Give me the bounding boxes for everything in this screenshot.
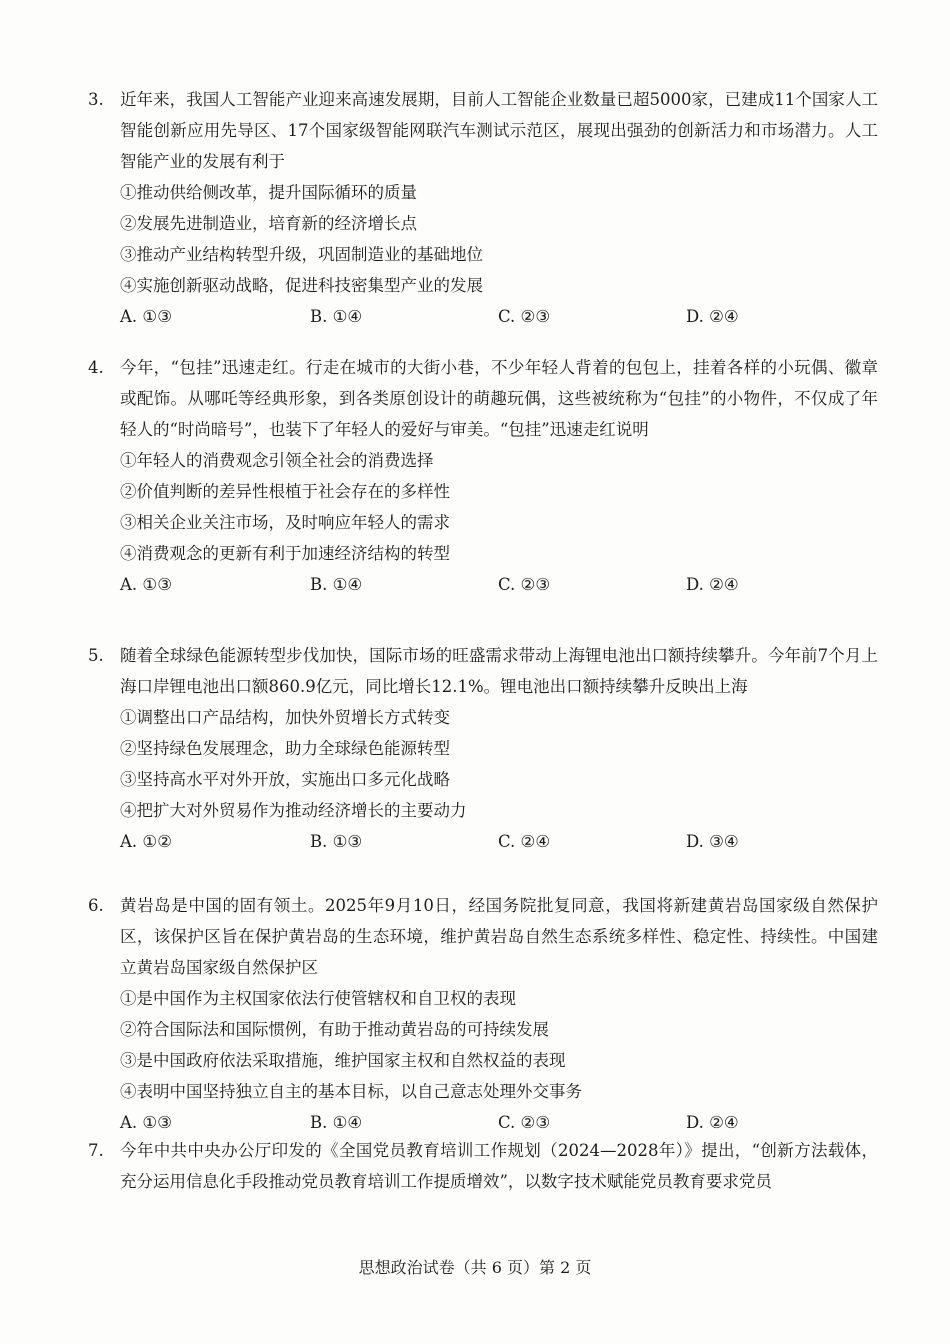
question-stem: 近年来，我国人工智能产业迎来高速发展期，目前人工智能企业数量已超5000家，已建成11个国家人工智能创新应用先导区、17个国家级智能网联汽车测试示范区，展现出强劲的创新活力和市场潜力。人工智能产业的发展有利于: [120, 90, 878, 171]
question-number: 7.: [88, 1141, 104, 1160]
choice-a: A. ①③: [120, 1113, 172, 1132]
statement-1: ①年轻人的消费观念引领全社会的消费选择: [120, 451, 434, 470]
choice-d: D. ②④: [686, 307, 739, 326]
statement-4: ④消费观念的更新有利于加速经济结构的转型: [120, 544, 450, 563]
question-stem: 今年，“包挂”迅速走红。行走在城市的大街小巷，不少年轻人背着的包包上，挂着各样的小玩偶、徽章或配饰。从哪吒等经典形象，到各类原创设计的萌趣玩偶，这些被统称为“包挂”的小物件，不仅成了年轻人的“时尚暗号”，也装下了年轻人的爱好与审美。“包挂”迅速走红说明: [120, 358, 878, 439]
statement-4: ④把扩大对外贸易作为推动经济增长的主要动力: [120, 801, 467, 820]
statement-2: ②符合国际法和国际惯例，有助于推动黄岩岛的可持续发展: [120, 1020, 549, 1039]
choice-c: C. ②③: [498, 1113, 551, 1132]
question-number: 3.: [88, 90, 104, 109]
statement-1: ①是中国作为主权国家依法行使管辖权和自卫权的表现: [120, 989, 516, 1008]
choice-b: B. ①④: [310, 1113, 363, 1132]
answer-choices: [120, 1107, 878, 1138]
question-stem: 黄岩岛是中国的固有领土。2025年9月10日，经国务院批复同意，我国将新建黄岩岛国家级自然保护区，该保护区旨在保护黄岩岛的生态环境，维护黄岩岛自然生态系统多样性、稳定性、持续性。中国建立黄岩岛国家级自然保护区: [120, 896, 878, 977]
statement-3: ③相关企业关注市场，及时响应年轻人的需求: [120, 513, 450, 532]
statement-4: ④实施创新驱动战略，促进科技密集型产业的发展: [120, 276, 483, 295]
choice-b: B. ①③: [310, 832, 363, 851]
answer-choices: [120, 826, 878, 857]
statement-2: ②坚持绿色发展理念，助力全球绿色能源转型: [120, 739, 450, 758]
choice-b: B. ①④: [310, 307, 363, 326]
question-number: 5.: [88, 646, 104, 665]
choice-a: A. ①③: [120, 575, 172, 594]
page-footer: 思想政治试卷（共 6 页）第 2 页: [358, 1258, 592, 1277]
question-stem: 随着全球绿色能源转型步伐加快，国际市场的旺盛需求带动上海锂电池出口额持续攀升。今年前7个月上海口岸锂电池出口额860.9亿元，同比增长12.1%。锂电池出口额持续攀升反映出上海: [120, 646, 878, 696]
choice-d: D. ②④: [686, 575, 739, 594]
statement-2: ②发展先进制造业，培育新的经济增长点: [120, 214, 417, 233]
statement-1: ①推动供给侧改革，提升国际循环的质量: [120, 183, 417, 202]
statement-3: ③坚持高水平对外开放，实施出口多元化战略: [120, 770, 450, 789]
question-5: [88, 640, 878, 857]
question-4: [88, 352, 878, 600]
question-3: [88, 84, 878, 332]
answer-choices: [120, 569, 878, 600]
answer-choices: [120, 301, 878, 332]
choice-a: A. ①②: [120, 832, 172, 851]
question-6: [88, 890, 878, 1138]
choice-c: C. ②③: [498, 575, 551, 594]
statement-4: ④表明中国坚持独立自主的基本目标，以自己意志处理外交事务: [120, 1082, 582, 1101]
choice-c: C. ②④: [498, 832, 551, 851]
choice-a: A. ①③: [120, 307, 172, 326]
statement-3: ③是中国政府依法采取措施，维护国家主权和自然权益的表现: [120, 1051, 566, 1070]
statement-2: ②价值判断的差异性根植于社会存在的多样性: [120, 482, 450, 501]
statement-3: ③推动产业结构转型升级，巩固制造业的基础地位: [120, 245, 483, 264]
choice-d: D. ②④: [686, 1113, 739, 1132]
question-7: [88, 1135, 878, 1197]
choice-d: D. ③④: [686, 832, 739, 851]
choice-c: C. ②③: [498, 307, 551, 326]
question-number: 4.: [88, 358, 104, 377]
question-number: 6.: [88, 896, 104, 915]
statement-1: ①调整出口产品结构，加快外贸增长方式转变: [120, 708, 450, 727]
question-stem: 今年中共中央办公厅印发的《全国党员教育培训工作规划（2024—2028年）》提出，“创新方法载体，充分运用信息化手段推动党员教育培训工作提质增效”，以数字技术赋能党员教育要求党员: [120, 1141, 878, 1191]
choice-b: B. ①④: [310, 575, 363, 594]
